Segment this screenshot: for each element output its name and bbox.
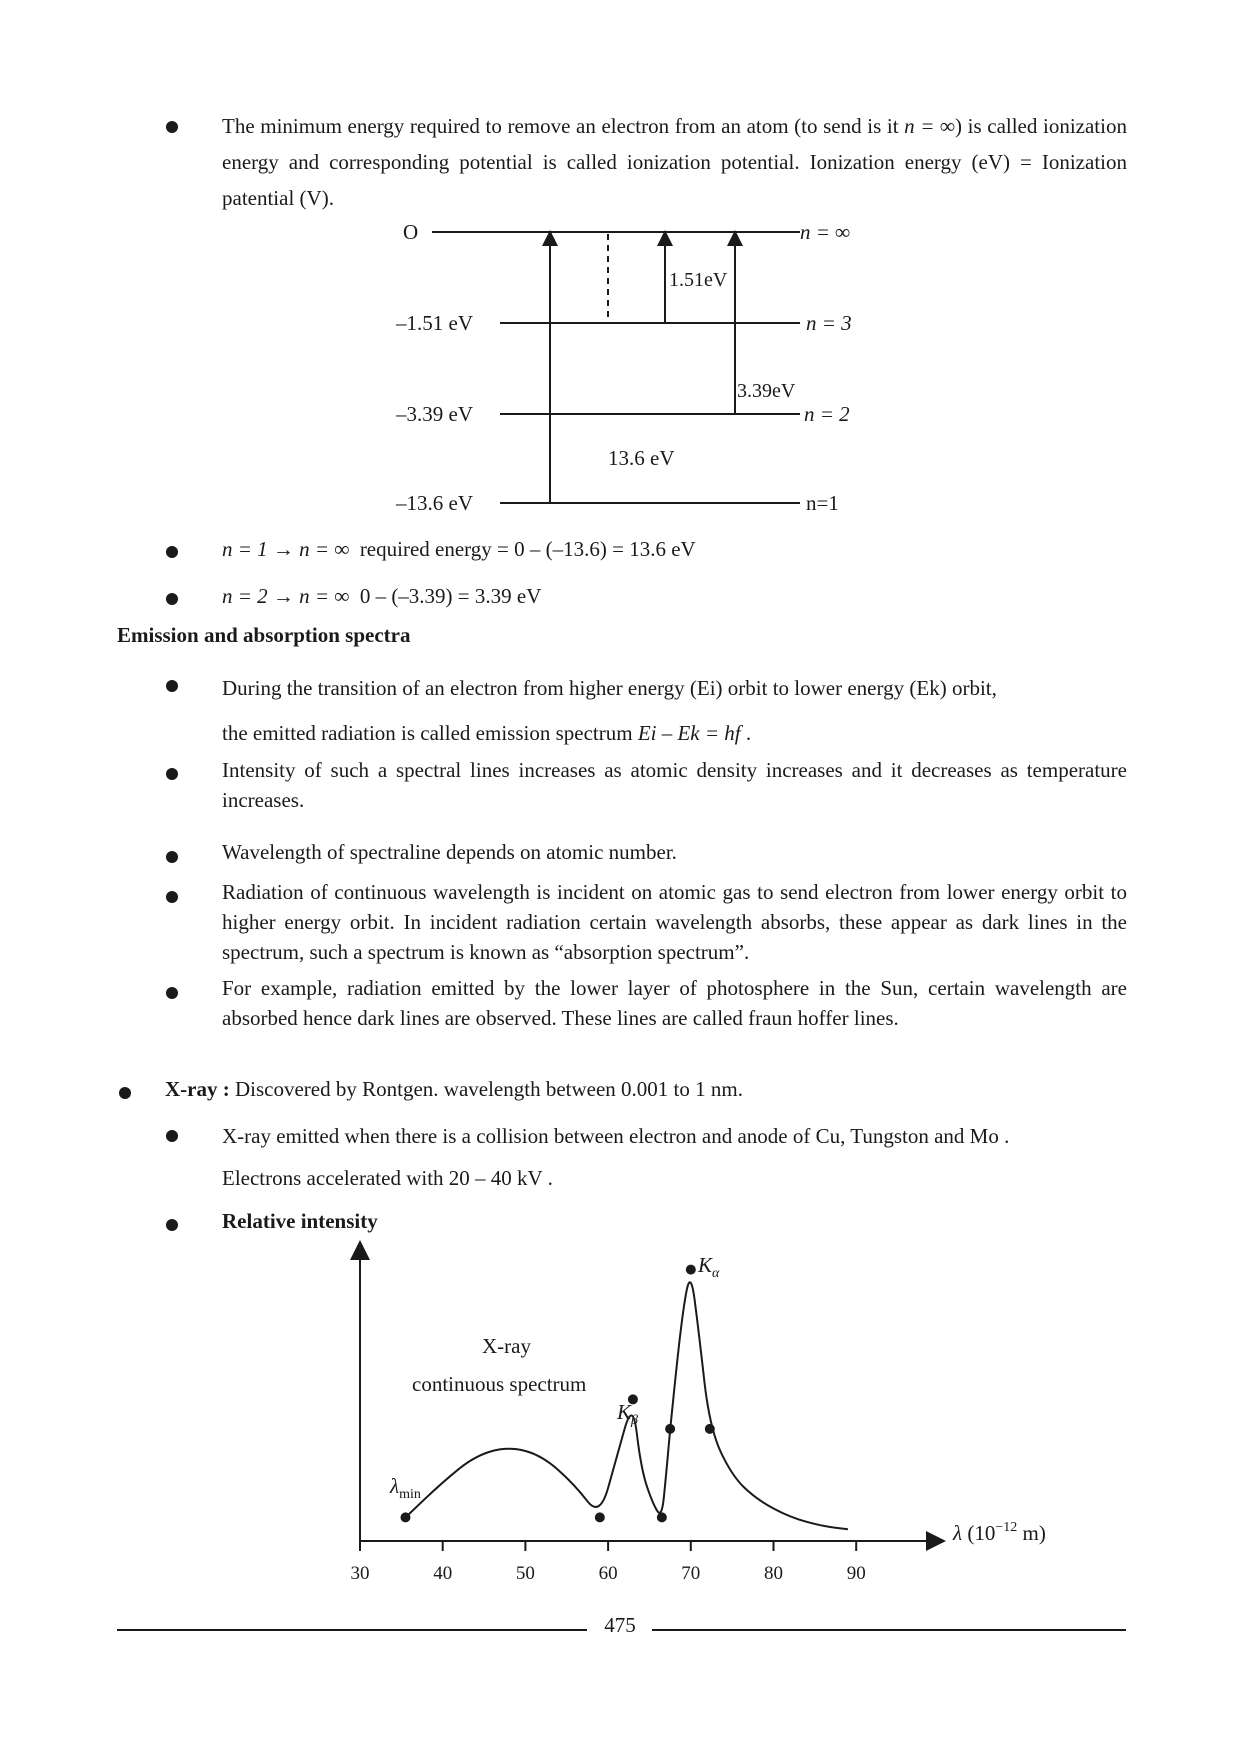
annotation-continuous: continuous spectrum xyxy=(412,1372,587,1396)
n-label-infinity: n = ∞ xyxy=(800,220,851,244)
spectrum-point xyxy=(657,1512,667,1522)
emission-paragraph: During the transition of an electron from higher energy (Ei) orbit to lower energy (Ek) orbit, the emitted radiation is called emission spectrum Ei – Ek = hf . xyxy=(222,676,997,745)
bullet-dot xyxy=(166,680,178,692)
bullet-dot xyxy=(166,987,178,999)
bullet-dot xyxy=(166,1219,178,1231)
footer-rule-right xyxy=(652,1629,1126,1631)
annotation-k-beta: $K_\beta$ xyxy=(617,1400,638,1428)
x-tick-label: 40 xyxy=(433,1563,453,1584)
energy-level-diagram xyxy=(380,212,900,515)
ionization-paragraph: The minimum energy required to remove an electron from an atom (to send is it n = ∞) is called ionization energy and corresponding potential is called ionization potential. Ionization energy (eV) = Ionization patential (V). xyxy=(222,114,1127,210)
wavelength-paragraph: Wavelength of spectraline depends on atomic number. xyxy=(222,840,677,864)
photosphere-paragraph: For example, radiation emitted by the lower layer of photosphere in the Sun, certain wavelength are absorbed hence dark lines are observed. These lines are called fraun hoffer lines. xyxy=(222,976,1127,1030)
bullet-dot xyxy=(166,891,178,903)
annotation-xray: X-ray xyxy=(482,1334,531,1358)
bullet-dot xyxy=(166,593,178,605)
spectrum-point xyxy=(705,1424,715,1434)
xray-spectrum-chart xyxy=(340,1238,1060,1583)
absorption-paragraph: Radiation of continuous wavelength is incident on atomic gas to send electron from lower energy orbit to higher energy orbit. In incident radiation certain wavelength absorbs, these appear as dark lines in the spectrum, such a spectrum is known as “absorption spectrum”. xyxy=(222,880,1127,964)
x-tick-label: 50 xyxy=(515,1563,535,1584)
spectrum-point xyxy=(686,1265,696,1275)
section-heading: Emission and absorption spectra xyxy=(117,623,411,647)
required-energy-n1: n = 1 → n = ∞ required energy = 0 – (–13.6) = 13.6 eV xyxy=(222,537,696,561)
xray-paragraph: X-ray : Discovered by Rontgen. wavelength between 0.001 to 1 nm. xyxy=(165,1077,743,1101)
transition-label-136: 13.6 eV xyxy=(608,446,675,470)
x-tick-label: 30 xyxy=(350,1563,370,1584)
intensity-paragraph: Intensity of such a spectral lines increases as atomic density increases and it decreases as temperature increases. xyxy=(222,758,1127,812)
bullet-dot xyxy=(166,546,178,558)
x-tick-label: 80 xyxy=(764,1563,783,1584)
x-tick-label: 70 xyxy=(681,1563,701,1584)
bullet-dot xyxy=(119,1087,131,1099)
footer-rule-left xyxy=(117,1629,587,1631)
x-tick-label: 60 xyxy=(598,1563,618,1584)
energy-label-3: –13.6 eV xyxy=(396,491,473,515)
required-energy-n2: n = 2 → n = ∞ 0 – (–3.39) = 3.39 eV xyxy=(222,584,542,608)
annotation-lambda-min: $\lambda_{min}$ xyxy=(390,1474,421,1502)
spectrum-point xyxy=(595,1512,605,1522)
bullet-dot xyxy=(166,768,178,780)
energy-label-1: –1.51 eV xyxy=(396,311,473,335)
bullet-dot xyxy=(166,851,178,863)
transition-label-151: 1.51eV xyxy=(669,269,728,291)
spectrum-point xyxy=(665,1424,675,1434)
energy-label-0: O xyxy=(403,220,419,244)
energy-label-2: –3.39 eV xyxy=(396,402,473,426)
page-number: 475 xyxy=(604,1613,636,1637)
bullet-dot xyxy=(166,1130,178,1142)
spectrum-point xyxy=(400,1512,410,1522)
relative-intensity-label: Relative intensity xyxy=(222,1209,378,1233)
x-axis-label: λ ($10^{-12}$ m) xyxy=(953,1520,1046,1545)
annotation-k-alpha: $K_\alpha$ xyxy=(698,1253,720,1281)
bullet-dot xyxy=(166,121,178,133)
n-label-2: n = 2 xyxy=(804,402,850,426)
xray-emission-paragraph: X-ray emitted when there is a collision between electron and anode of Cu, Tungston and Mo . Electrons accelerated with 20 – 40 kV . xyxy=(222,1124,1010,1190)
x-tick-label: 90 xyxy=(846,1563,866,1584)
transition-label-339: 3.39eV xyxy=(737,380,796,402)
n-label-1: n=1 xyxy=(806,491,839,515)
n-label-3: n = 3 xyxy=(806,311,852,335)
